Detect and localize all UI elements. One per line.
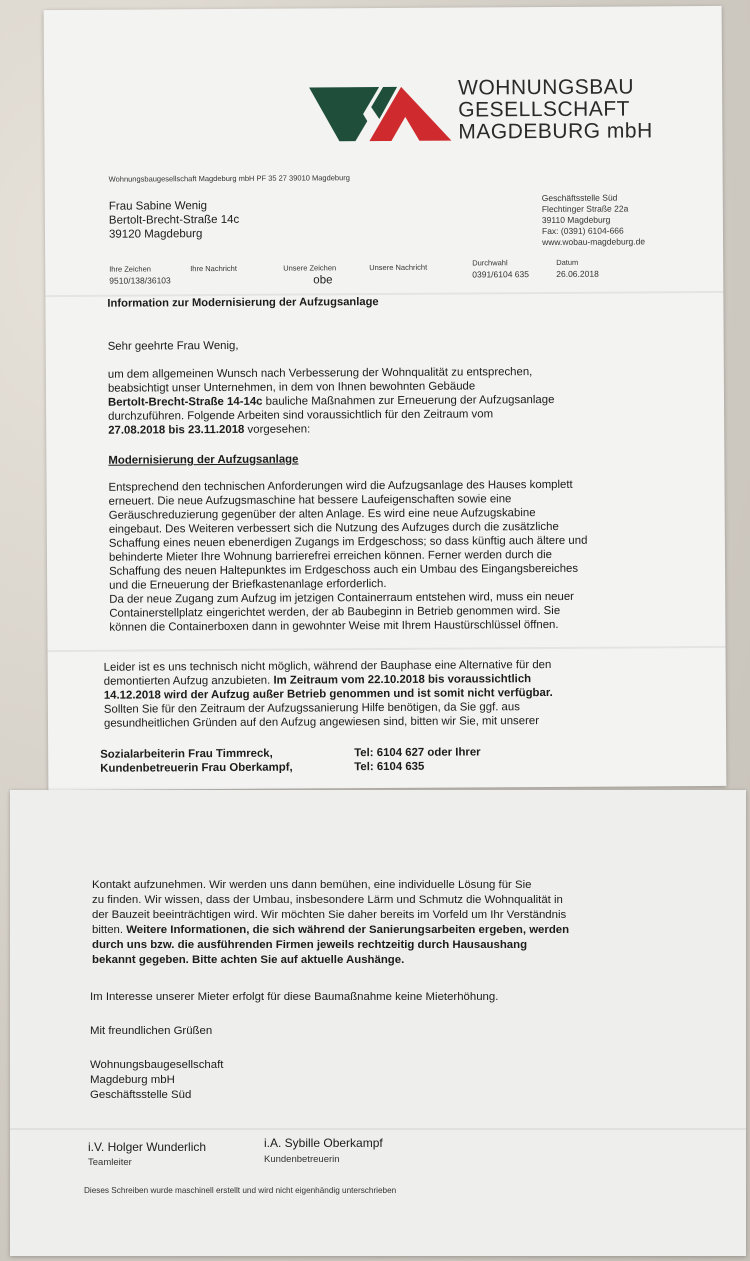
signatory-name: i.A. Sybille Oberkampf [264,1136,383,1150]
page2-bold-line: durch uns bzw. die ausführenden Firmen jeweils rechtzeitig durch Hausaushang [92,939,528,951]
outage-period: Im Zeitraum vom 22.10.2018 bis voraussichtlich [273,673,532,687]
signatory-name: i.V. Holger Wunderlich [88,1140,207,1154]
closure-line: gesundheitlichen Gründen auf den Aufzug angewiesen sind, bitten wir Sie, mit unserer [103,715,540,730]
paper-fold [10,1128,746,1130]
company-name-line: Magdeburg mbH [90,1074,175,1086]
section-heading: Modernisierung der Aufzugsanlage [108,453,299,467]
durchwahl-value: 0391/6104 635 [472,269,530,280]
unsere-nachricht-label: Unsere Nachricht [369,262,428,273]
recipient-name: Frau Sabine Wenig [108,200,208,213]
intro-line: um dem allgemeinen Wunsch nach Verbesserung der Wohnqualität zu entsprechen, [107,366,533,381]
section-line: eingebaut. Des Weiteren verbessert sich die Nutzung des Aufzuges durch die zusätzliche [108,520,559,536]
page2-line: der Bauzeit beeinträchtigen wird. Wir möchten Sie daher bereits im Vorfeld um Ihr Verständnis [92,909,567,921]
recipient-city: 39120 Magdeburg [108,228,203,241]
page2-bold-text: Weitere Informationen, die sich während der Sanierungsarbeiten ergeben, werden [126,924,570,936]
closure-line: 14.12.2018 wird der Aufzug außer Betrieb genommen und ist somit nicht verfügbar. [103,686,553,702]
machine-generated-note: Dieses Schreiben wurde maschinell erstellt und wird nicht eigenhändig unterschrieben [84,1186,397,1195]
contact-name: Kundenbetreuerin Frau Oberkampf, [100,761,293,775]
intro-text: vorgesehen: [244,423,311,436]
logo-line-2: GESELLSCHAFT [458,97,631,122]
building-address: Bertolt-Brecht-Straße 14-14c [107,395,263,409]
section-line: behinderte Mieter Ihre Wohnung barrierefrei erreichen können. Ferner werden durch die [108,548,553,564]
company-name-line: Geschäftsstelle Süd [90,1089,192,1101]
page2-line [92,923,569,937]
section-line: Containerstellplatz eingerichtet werden, der ab Baubeginn in Betrieb genommen wird. Sie [109,604,561,620]
letter-page-1 [44,6,727,790]
page2-line: Kontakt aufzunehmen. Wir werden uns dann bemühen, eine individuelle Lösung für Sie [92,879,532,891]
section-line: und die Erneuerung der Briefkastenanlage erforderlich. [109,577,387,592]
company-logo-icon [309,83,454,144]
ihre-zeichen-label: Ihre Zeichen [109,264,151,274]
signatory-role: Kundenbetreuerin [264,1154,340,1165]
ihre-zeichen-value: 9510/138/36103 [109,275,171,286]
office-fax: Fax: (0391) 6104-666 [541,225,624,237]
intro-text: bauliche Maßnahmen zur Erneuerung der Aufzugsanlage [262,393,555,408]
logo-line-1: WOHNUNGSBAU [458,75,635,100]
closure-text: demontierten Aufzug anzubieten. [103,674,274,688]
no-rent-increase-note: Im Interesse unserer Mieter erfolgt für diese Baumaßnahme keine Mieterhöhung. [90,991,499,1003]
unsere-zeichen-label: Unsere Zeichen [283,263,337,273]
closure-line: Leider ist es uns technisch nicht möglich, während der Bauphase eine Alternative für den [103,658,552,674]
intro-line: durchzuführen. Folgende Arbeiten sind voraussichtlich für den Zeitraum vom [108,408,494,423]
salutation: Sehr geehrte Frau Wenig, [107,339,239,353]
unsere-zeichen-value: obe [313,274,333,287]
letter-page-2 [10,790,746,1256]
letter-subject: Information zur Modernisierung der Aufzugsanlage [107,296,379,310]
office-street: Flechtinger Straße 22a [541,203,629,215]
contact-phone: Tel: 6104 635 [354,760,425,774]
contact-phone: Tel: 6104 627 oder Ihrer [354,746,481,760]
section-line: Da der neue Zugang zum Aufzug im jetzigen Containerraum entstehen wird, muss ein neuer [109,590,575,606]
recipient-street: Bertolt-Brecht-Straße 14c [108,213,240,227]
office-website: www.wobau-magdeburg.de [542,236,646,248]
closure-line: Sollten Sie für den Zeitraum der Aufzugssanierung Hilfe benötigen, da Sie ggf. aus [103,701,520,716]
logo-line-3: MAGDEBURG mbH [458,119,653,144]
page2-bold-line: bekannt gegeben. Bitte achten Sie auf aktuelle Aushänge. [92,954,405,966]
work-period: 27.08.2018 bis 23.11.2018 [108,423,245,437]
section-line: Geräuschreduzierung gegenüber der alten Anlage. Es wird eine neue Aufzugskabine [108,507,536,522]
sender-line: Wohnungsbaugesellschaft Magdeburg mbH PF 35 27 39010 Magdeburg [108,173,350,184]
intro-line [108,422,310,437]
section-line: Entsprechend den technischen Anforderungen wird die Aufzugsanlage des Hauses komplett [108,478,573,494]
office-name: Geschäftsstelle Süd [541,192,618,204]
durchwahl-label: Durchwahl [472,258,508,268]
section-line: Schaffung des neuen Haltepunktes im Erdgeschoss auch ein Umbau des Eingangsbereiches [109,562,579,578]
section-line: können die Containerboxen dann in gewohnter Weise mit Ihrem Haustürschlüssel öffnen. [109,618,559,634]
ihre-nachricht-label: Ihre Nachricht [190,263,237,274]
signatory-role: Teamleiter [88,1157,132,1168]
contact-name: Sozialarbeiterin Frau Timmreck, [100,747,273,761]
datum-value: 26.06.2018 [556,268,599,279]
intro-line: beabsichtigt unser Unternehmen, in dem von Ihnen bewohnten Gebäude [107,380,476,395]
page2-text: bitten. [92,924,127,936]
paper-fold [48,646,726,652]
closing-greeting: Mit freundlichen Grüßen [90,1025,213,1037]
paper-fold [45,291,723,297]
page2-line: zu finden. Wir wissen, dass der Umbau, insbesondere Lärm und Schmutz die Wohnqualität in [92,894,563,906]
section-line: erneuert. Die neue Aufzugsmaschine hat bessere Laufeigenschaften sowie eine [108,493,512,508]
datum-label: Datum [556,257,579,267]
section-line: Schaffung eines neuen ebenerdigen Zugangs im Erdgeschoss; so dass künftig auch ältere und [108,534,588,550]
office-city: 39110 Magdeburg [541,214,611,226]
company-name-line: Wohnungsbaugesellschaft [90,1059,224,1071]
